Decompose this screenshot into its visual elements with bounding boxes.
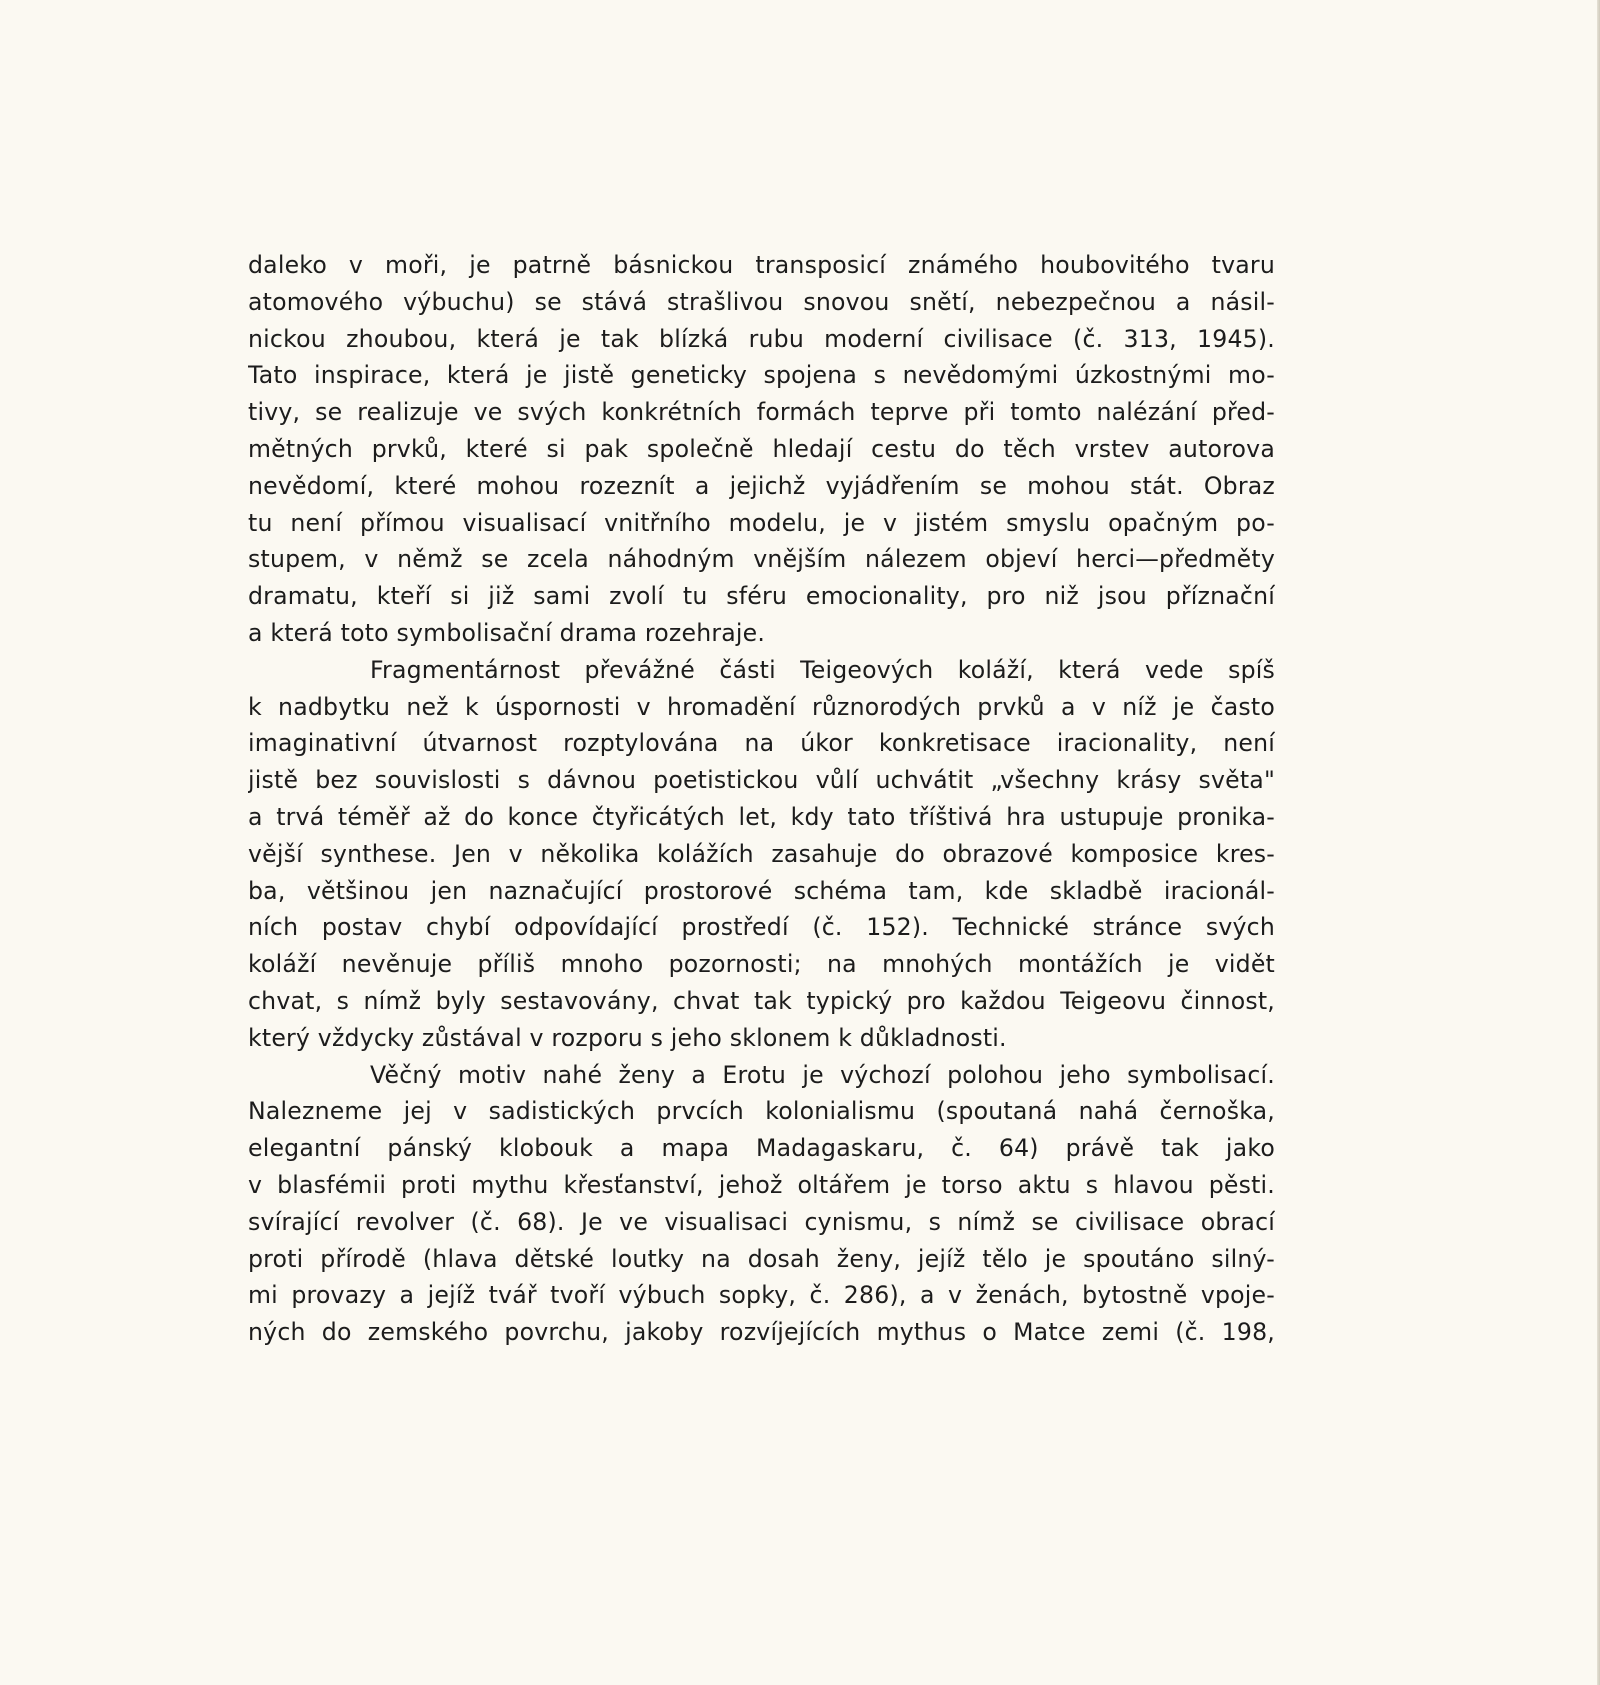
- text-line: k nadbytku než k úspornosti v hromadění různorodých prvků a v níž je často: [248, 692, 1275, 721]
- text-line: koláží nevěnuje příliš mnoho pozornosti; na mnohých montážích je vidět: [248, 950, 1275, 979]
- text-line: ba, většinou jen naznačující prostorové schéma tam, kde skladbě iracionál-: [248, 876, 1275, 905]
- text-line: jistě bez souvislosti s dávnou poetistickou vůlí uchvátit „všechny krásy světa": [248, 766, 1275, 795]
- text-line: mětných prvků, které si pak společně hledají cestu do těch vrstev autorova: [248, 434, 1275, 463]
- text-line: tu není přímou visualisací vnitřního modelu, je v jistém smyslu opačným po-: [248, 508, 1275, 537]
- text-line: proti přírodě (hlava dětské loutky na dosah ženy, jejíž tělo je spoutáno silný-: [248, 1244, 1275, 1273]
- text-line: ních postav chybí odpovídající prostředí (č. 152). Technické stránce svých: [248, 913, 1275, 942]
- text-line: který vždycky zůstával v rozporu s jeho sklonem k důkladnosti.: [248, 1023, 1007, 1052]
- text-line: daleko v moři, je patrně básnickou transposicí známého houbovitého tvaru: [248, 251, 1275, 279]
- text-line: tivy, se realizuje ve svých konkrétních formách teprve při tomto nalézání před-: [248, 398, 1275, 427]
- text-line: a trvá téměř až do konce čtyřicátých let, kdy tato tříštivá hra ustupuje pronika-: [248, 802, 1275, 831]
- paragraph-1: [248, 247, 1275, 652]
- body-text: [248, 247, 1275, 1351]
- text-line: svírající revolver (č. 68). Je ve visualisaci cynismu, s nímž se civilisace obrací: [248, 1207, 1275, 1236]
- text-line: ných do zemského povrchu, jakoby rozvíjejících mythus o Matce zemi (č. 198,: [248, 1318, 1275, 1347]
- paragraph-3: [248, 1057, 1275, 1351]
- text-line: nevědomí, které mohou rozeznít a jejichž vyjádřením se mohou stát. Obraz: [248, 471, 1275, 500]
- text-line: a která toto symbolisační drama rozehraje.: [248, 618, 766, 647]
- text-line: Věčný motiv nahé ženy a Erotu je výchozí polohou jeho symbolisací.: [370, 1060, 1275, 1089]
- text-line: mi provazy a jejíž tvář tvoří výbuch sopky, č. 286), a v ženách, bytostně vpoje-: [248, 1281, 1275, 1310]
- text-line: Nalezneme jej v sadistických prvcích kolonialismu (spoutaná nahá černoška,: [248, 1097, 1275, 1126]
- text-line: vější synthese. Jen v několika kolážích zasahuje do obrazové komposice kres-: [248, 839, 1275, 868]
- text-line: Tato inspirace, která je jistě geneticky spojena s nevědomými úzkostnými mo-: [248, 361, 1275, 390]
- paragraph-2: [248, 652, 1275, 1057]
- text-line: imaginativní útvarnost rozptylována na úkor konkretisace iracionality, není: [248, 729, 1275, 758]
- text-line: Fragmentárnost převážné části Teigeových koláží, která vede spíš: [370, 655, 1275, 684]
- text-line: stupem, v němž se zcela náhodným vnějším nálezem objeví herci—předměty: [248, 545, 1275, 574]
- text-line: dramatu, kteří si již sami zvolí tu sféru emocionality, pro niž jsou příznační: [248, 582, 1275, 611]
- text-line: elegantní pánský klobouk a mapa Madagaskaru, č. 64) právě tak jako: [248, 1134, 1275, 1163]
- text-line: v blasfémii proti mythu křesťanství, jehož oltářem je torso aktu s hlavou pěsti.: [248, 1170, 1275, 1199]
- text-line: chvat, s nímž byly sestavovány, chvat tak typický pro každou Teigeovu činnost,: [248, 986, 1275, 1015]
- text-line: atomového výbuchu) se stává strašlivou snovou snětí, nebezpečnou a násil-: [248, 287, 1275, 316]
- text-line: nickou zhoubou, která je tak blízká rubu moderní civilisace (č. 313, 1945).: [248, 324, 1275, 353]
